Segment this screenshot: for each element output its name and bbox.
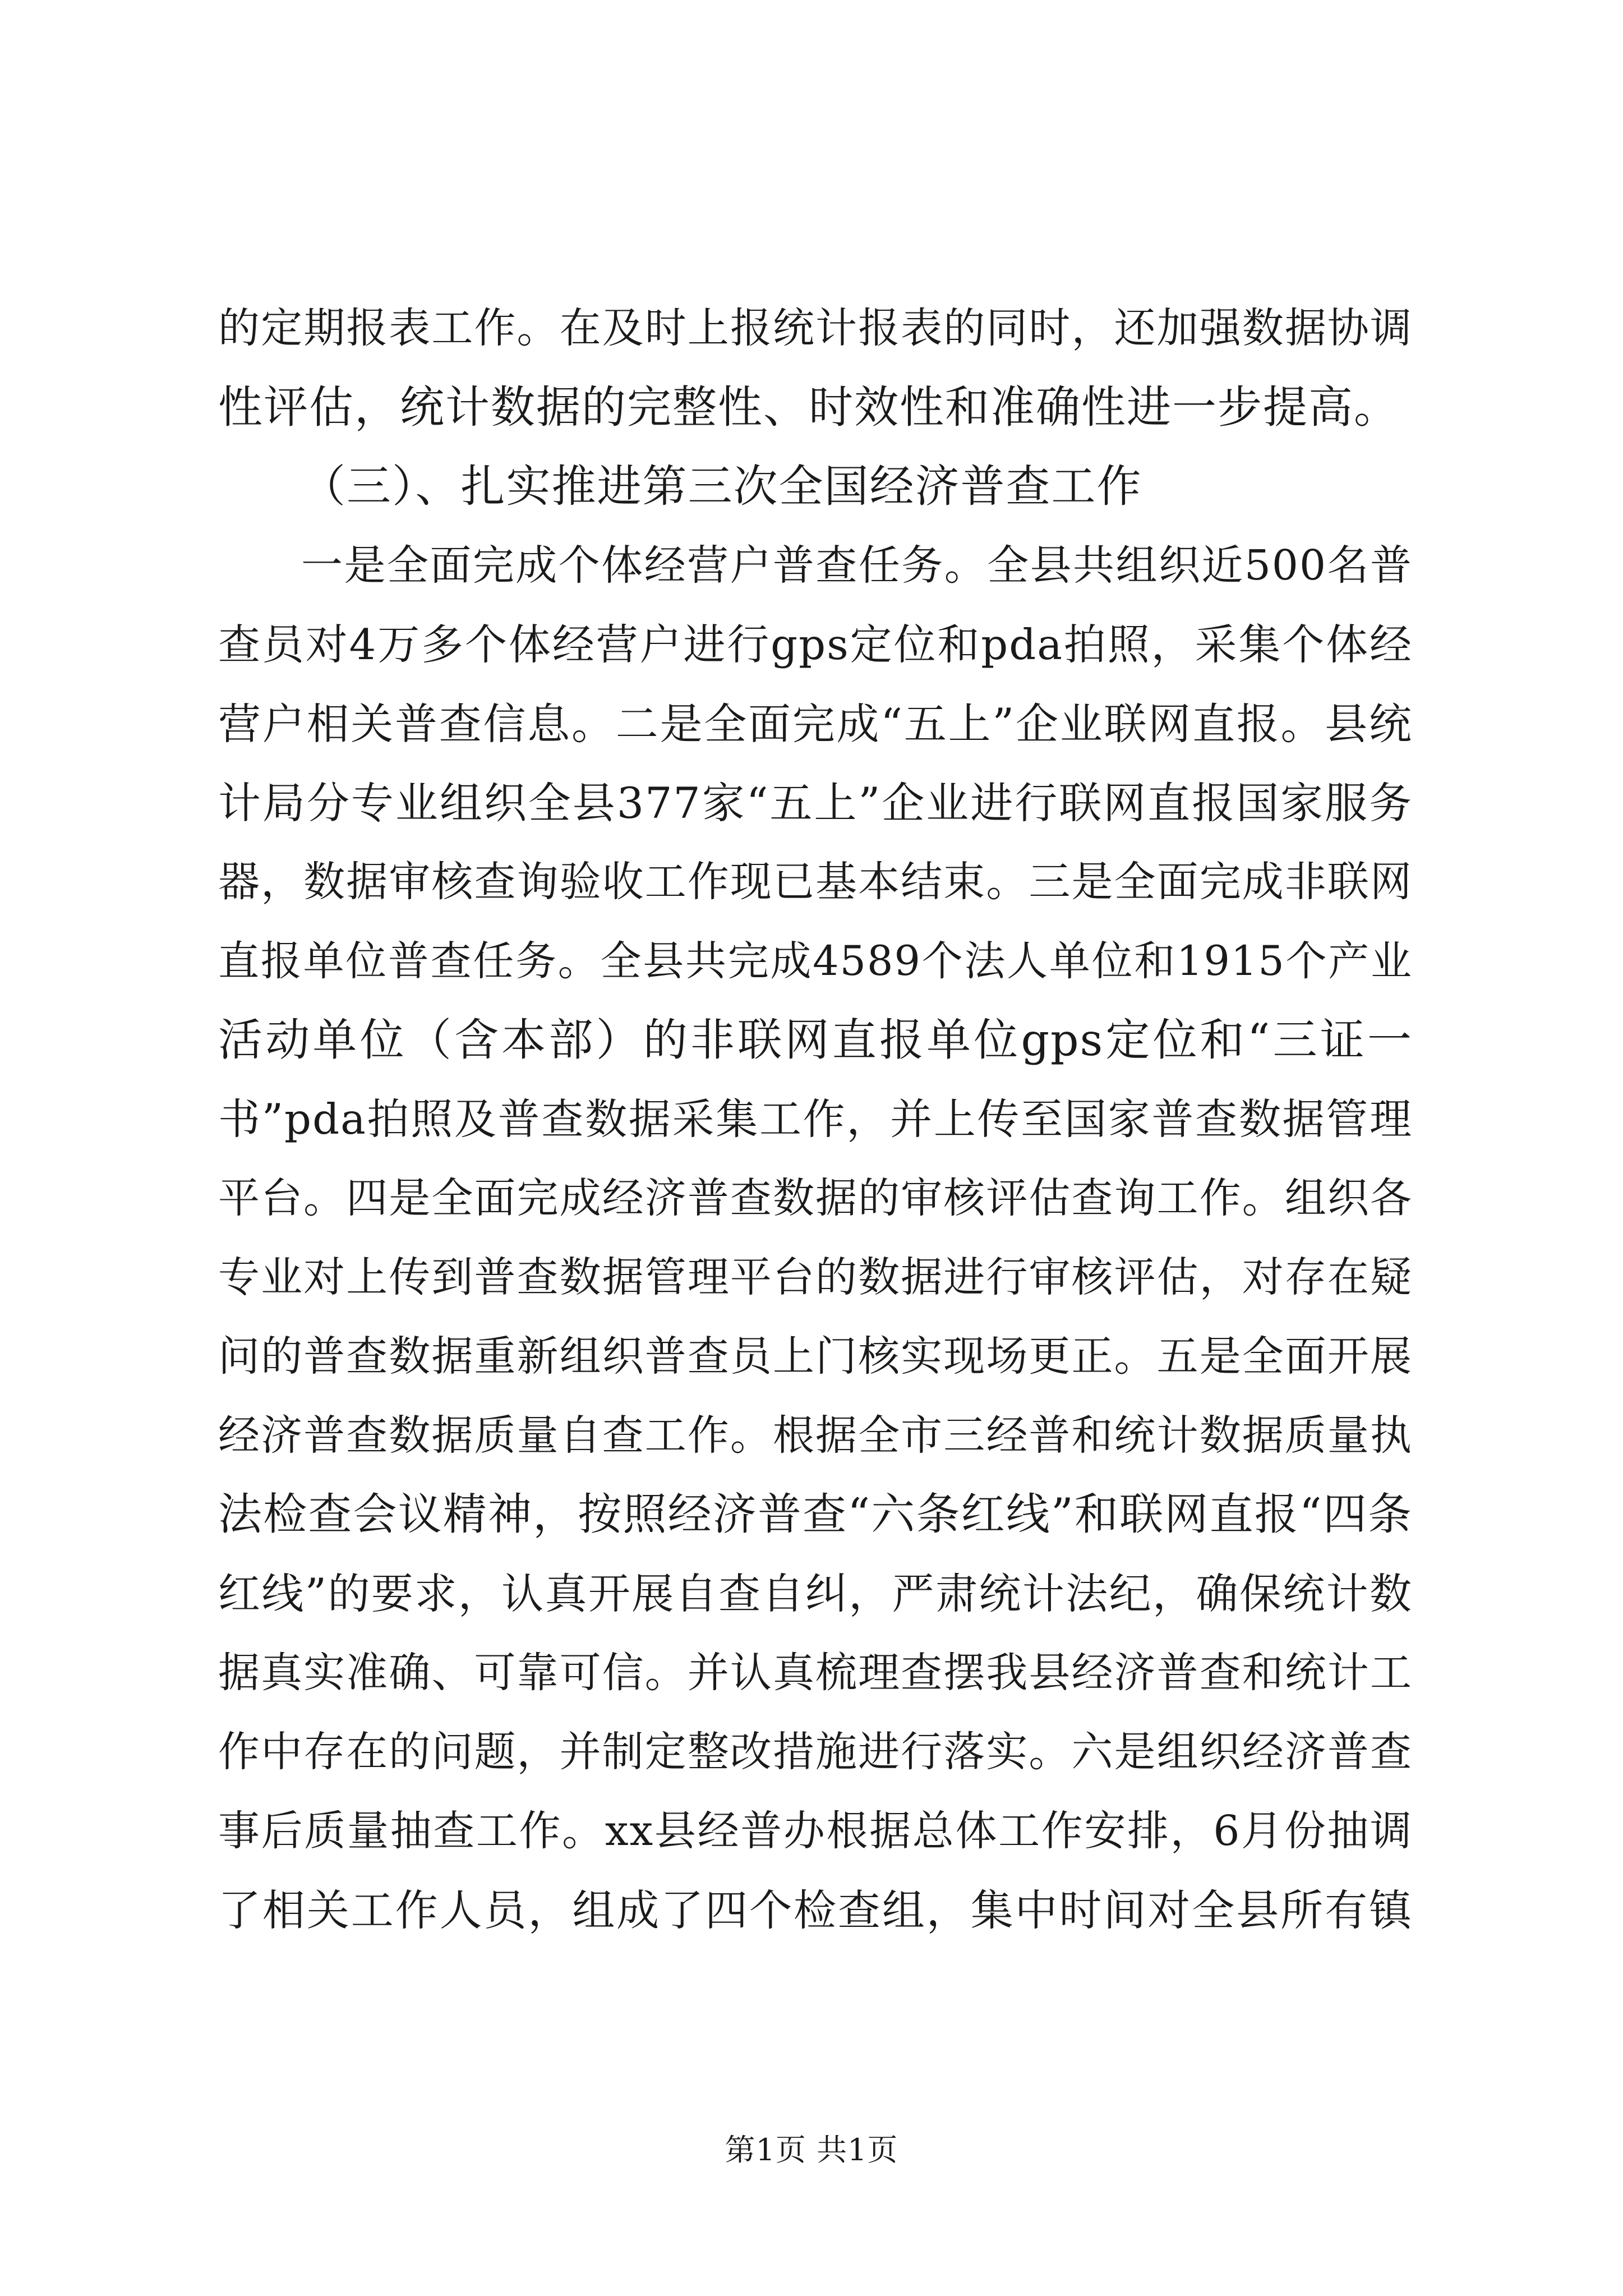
section-heading: （三）、扎实推进第三次全国经济普查工作 <box>301 461 1142 512</box>
text-line: 问的普查数据重新组织普查员上门核实现场更正。五是全面开展 <box>218 1332 1413 1381</box>
text-line: 事后质量抽查工作。xx县经普办根据总体工作安排，6月份抽调 <box>218 1807 1413 1855</box>
text-line: 计局分专业组织全县377家“五上”企业进行联网直报国家服务 <box>218 778 1413 828</box>
page-footer: 第1页 共1页 <box>725 2132 898 2168</box>
text-line: 了相关工作人员，组成了四个检查组，集中时间对全县所有镇 <box>218 1885 1413 1935</box>
text-line: 性评估，统计数据的完整性、时效性和准确性进一步提高。 <box>218 381 1399 433</box>
text-line: 红线”的要求，认真开展自查自纠，严肃统计法纪，确保统计数 <box>218 1569 1413 1618</box>
text-line: 经济普查数据质量自查工作。根据全市三经普和统计数据质量执 <box>218 1411 1413 1460</box>
text-line: 作中存在的问题，并制定整改措施进行落实。六是组织经济普查 <box>218 1728 1413 1776</box>
text-line: 一是全面完成个体经营户普查任务。全县共组织近500名普 <box>301 541 1413 590</box>
text-line: 直报单位普查任务。全县共完成4589个法人单位和1915个产业 <box>218 937 1413 985</box>
text-line: 平台。四是全面完成经济普查数据的审核评估查询工作。组织各 <box>218 1174 1413 1222</box>
text-line: 专业对上传到普查数据管理平台的数据进行审核评估，对存在疑 <box>218 1253 1413 1301</box>
text-line: 营户相关普查信息。二是全面完成“五上”企业联网直报。县统 <box>218 699 1413 749</box>
text-line: 的定期报表工作。在及时上报统计报表的同时，还加强数据协调 <box>218 304 1413 352</box>
body-text <box>218 289 1413 1950</box>
text-line: 书”pda拍照及普查数据采集工作，并上传至国家普查数据管理 <box>218 1094 1413 1144</box>
text-line: 法检查会议精神，按照经济普查“六条红线”和联网直报“四条 <box>218 1489 1413 1540</box>
text-line: 器，数据审核查询验收工作现已基本结束。三是全面完成非联网 <box>218 858 1413 906</box>
text-line: 活动单位（含本部）的非联网直报单位gps定位和“三证一 <box>218 1014 1413 1066</box>
text-line: 查员对4万多个体经营户进行gps定位和pda拍照，采集个体经 <box>218 620 1413 669</box>
text-line: 据真实准确、可靠可信。并认真梳理查摆我县经济普查和统计工 <box>218 1649 1413 1697</box>
